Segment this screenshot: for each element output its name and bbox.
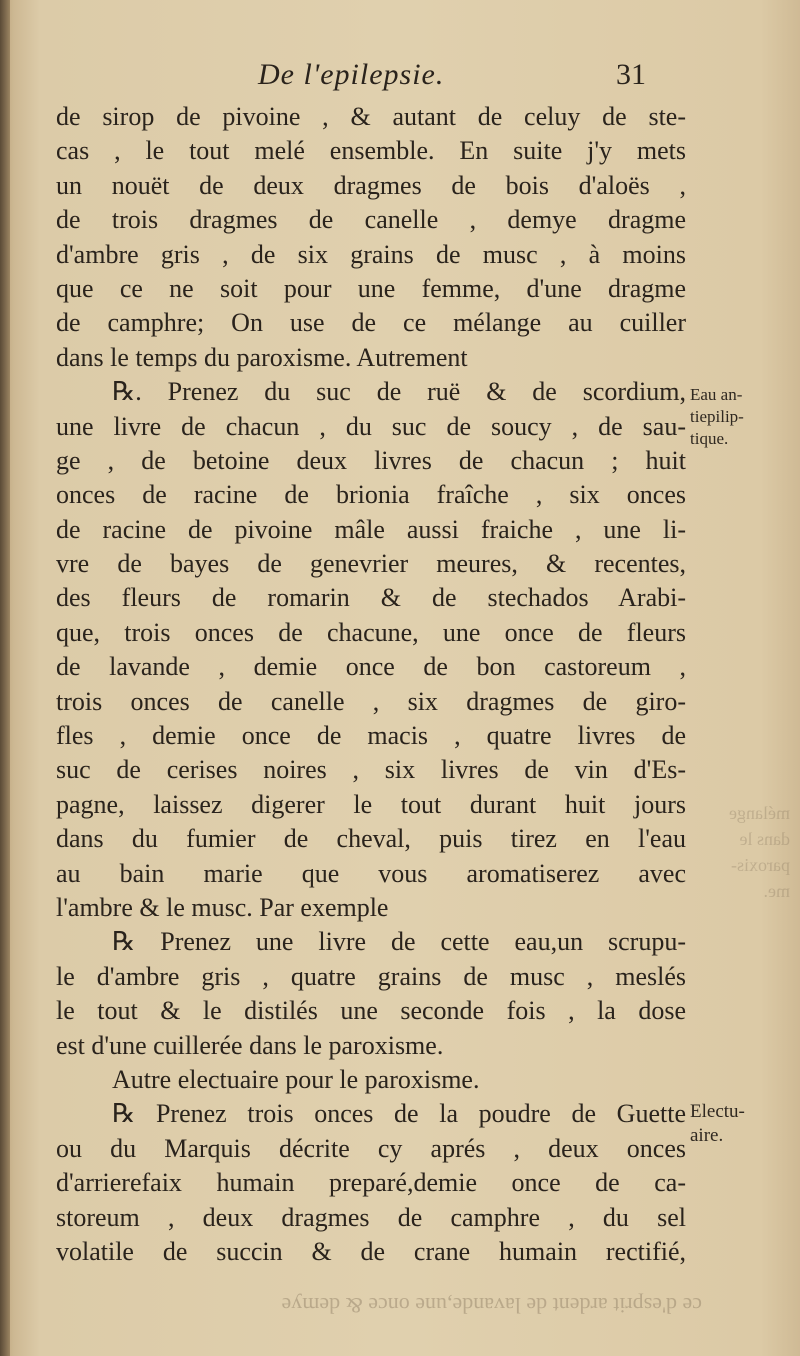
text-line: de trois dragmes de canelle , demye dragme (56, 205, 686, 235)
text-line: ou du Marquis décrite cy aprés , deux onces (56, 1133, 686, 1163)
text-line: le d'ambre gris , quatre grains de musc , meslés (56, 961, 686, 991)
text-line: fles , demie once de macis , quatre livres de (56, 721, 686, 751)
margin-note-eau-antiepileptique (690, 384, 794, 450)
margin-note-line: Eau an- (690, 385, 743, 404)
text-line: de lavande , demie once de bon castoreum , (56, 652, 686, 682)
text-line: ℞ Prenez trois onces de la poudre de Guette (112, 1099, 686, 1129)
text-line: Autre electuaire pour le paroxisme. (112, 1064, 480, 1094)
text-line: de camphre; On use de ce mélange au cuiller (56, 308, 686, 338)
bleed-line: me. (763, 881, 790, 901)
bleed-through-right (700, 800, 790, 904)
margin-note-line: Electu- (690, 1101, 745, 1122)
text-line: que, trois onces de chacune, une once de fleurs (56, 617, 686, 647)
text-line: une livre de chacun , du suc de soucy , de sau- (56, 411, 686, 441)
text-line: ℞ Prenez une livre de cette eau,un scrupu- (112, 927, 686, 957)
text-line: dans du fumier de cheval, puis tirez en l'eau (56, 824, 686, 854)
bleed-line: paroxis- (731, 855, 790, 875)
text-line: onces de racine de brionia fraîche , six onces (56, 480, 686, 510)
text-line: storeum , deux dragmes de camphre , du sel (56, 1202, 686, 1232)
body-text (56, 100, 686, 1269)
margin-note-line: tiepilip- (690, 407, 744, 426)
margin-note-line: tique. (690, 429, 729, 448)
text-line: vre de bayes de genevrier meures, & recentes, (56, 549, 686, 579)
text-line: des fleurs de romarin & de stechados Arabi- (56, 583, 686, 613)
text-line: volatile de succin & de crane humain rectifié, (56, 1236, 686, 1266)
text-line: l'ambre & le musc. Par exemple (56, 892, 389, 922)
text-line: d'ambre gris , de six grains de musc , à moins (56, 239, 686, 269)
text-line: au bain marie que vous aromatiserez avec (56, 858, 686, 888)
text-line: suc de cerises noires , six livres de vin d'Es- (56, 755, 686, 785)
bleed-through-bottom: ce d'esprit ardent de lavande,une once & demye (281, 1293, 702, 1318)
bleed-line: mélange (729, 803, 790, 823)
text-line: un nouët de deux dragmes de bois d'aloës , (56, 170, 686, 200)
text-line: trois onces de canelle , six dragmes de giro- (56, 686, 686, 716)
text-line: d'arrierefaix humain preparé,demie once de ca- (56, 1168, 686, 1198)
text-line: de racine de pivoine mâle aussi fraiche , une li- (56, 514, 686, 544)
text-line: ℞. Prenez du suc de ruë & de scordium, (112, 377, 686, 407)
text-line: ge , de betoine deux livres de chacun ; huit (56, 445, 686, 475)
margin-note-electuaire (690, 1100, 794, 1148)
text-line: dans le temps du paroxisme. Autrement (56, 342, 468, 372)
margin-note-line: aire. (690, 1125, 724, 1146)
text-line: est d'une cuillerée dans le paroxisme. (56, 1030, 444, 1060)
text-line: le tout & le distilés une seconde fois , la dose (56, 996, 686, 1026)
running-title: De l'epilepsie. (258, 58, 445, 91)
page-number: 31 (616, 58, 646, 91)
text-line: de sirop de pivoine , & autant de celuy de ste- (56, 102, 686, 131)
text-line: pagne, laissez digerer le tout durant huit jours (56, 789, 686, 819)
text-line: cas , le tout melé ensemble. En suite j'y mets (56, 136, 686, 166)
page-spine-shadow (0, 0, 10, 1356)
page-header (0, 52, 800, 102)
text-line: que ce ne soit pour une femme, d'une dragme (56, 273, 686, 303)
bleed-line: dans le (739, 829, 790, 849)
